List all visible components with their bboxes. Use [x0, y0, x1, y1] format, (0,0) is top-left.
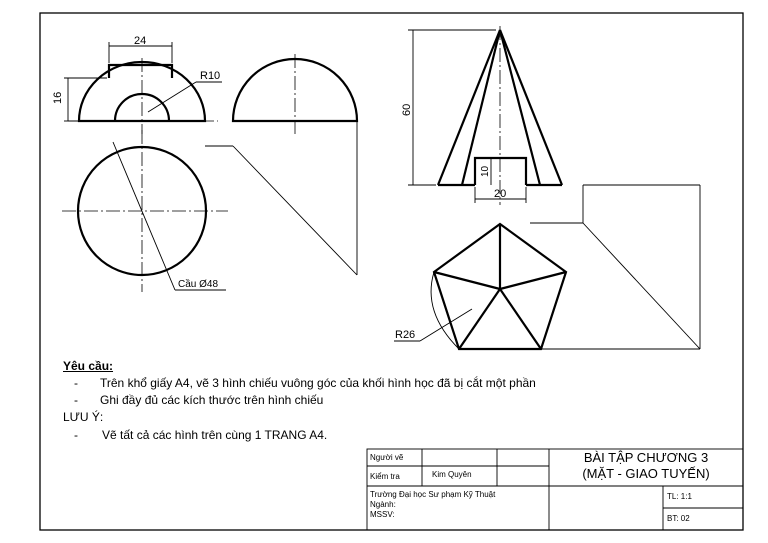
dim-label-24: 24 [134, 35, 147, 47]
pyramid-top-view [431, 224, 566, 349]
exercise-number: BT: 02 [667, 514, 690, 523]
dim-label-60: 60 [401, 103, 413, 116]
student-id-label: MSSV: [370, 510, 395, 519]
note-item-1: Vẽ tất cả các hình trên cùng 1 TRANG A4. [102, 428, 328, 442]
checked-by-label: Kiểm tra [370, 472, 400, 481]
projection-lines [205, 121, 700, 349]
top-view-circle [62, 130, 228, 292]
dimension-r10 [148, 82, 222, 112]
dimension-16 [64, 78, 107, 121]
major-label: Ngành: [370, 500, 396, 509]
dim-label-10: 10 [480, 165, 491, 177]
checked-by-value: Kim Quyên [432, 470, 472, 479]
requirements-title: Yêu cầu: [63, 359, 114, 373]
front-view-right [233, 54, 357, 134]
dimension-60 [408, 30, 496, 185]
requirement-item-2: Ghi đầy đủ các kích thước trên hình chiếu [100, 393, 324, 407]
dim-label-20: 20 [494, 188, 507, 200]
requirement-bullet-2: - [74, 393, 78, 407]
dim-label-sphere: Cầu Ø48 [178, 279, 219, 290]
requirement-bullet-1: - [74, 376, 78, 390]
note-bullet-1: - [74, 428, 78, 442]
drawn-by-label: Người vẽ [370, 453, 404, 462]
dim-label-r26: R26 [395, 329, 416, 341]
dim-label-r10: R10 [200, 70, 221, 82]
exercise-title-line2: (MẶT - GIAO TUYẾN) [582, 466, 710, 481]
front-view-left [68, 58, 221, 134]
school-name: Trường Đại học Sư phạm Kỹ Thuật [370, 490, 496, 499]
dim-label-16: 16 [52, 91, 64, 104]
note-title: LƯU Ý: [63, 410, 104, 424]
pyramid-front-view [438, 26, 562, 205]
scale-label: TL: 1:1 [667, 492, 692, 501]
requirement-item-1: Trên khổ giấy A4, vẽ 3 hình chiếu vuông góc của khối hình học đã bị cắt một phần [100, 376, 536, 390]
exercise-title-line1: BÀI TẬP CHƯƠNG 3 [583, 450, 709, 465]
